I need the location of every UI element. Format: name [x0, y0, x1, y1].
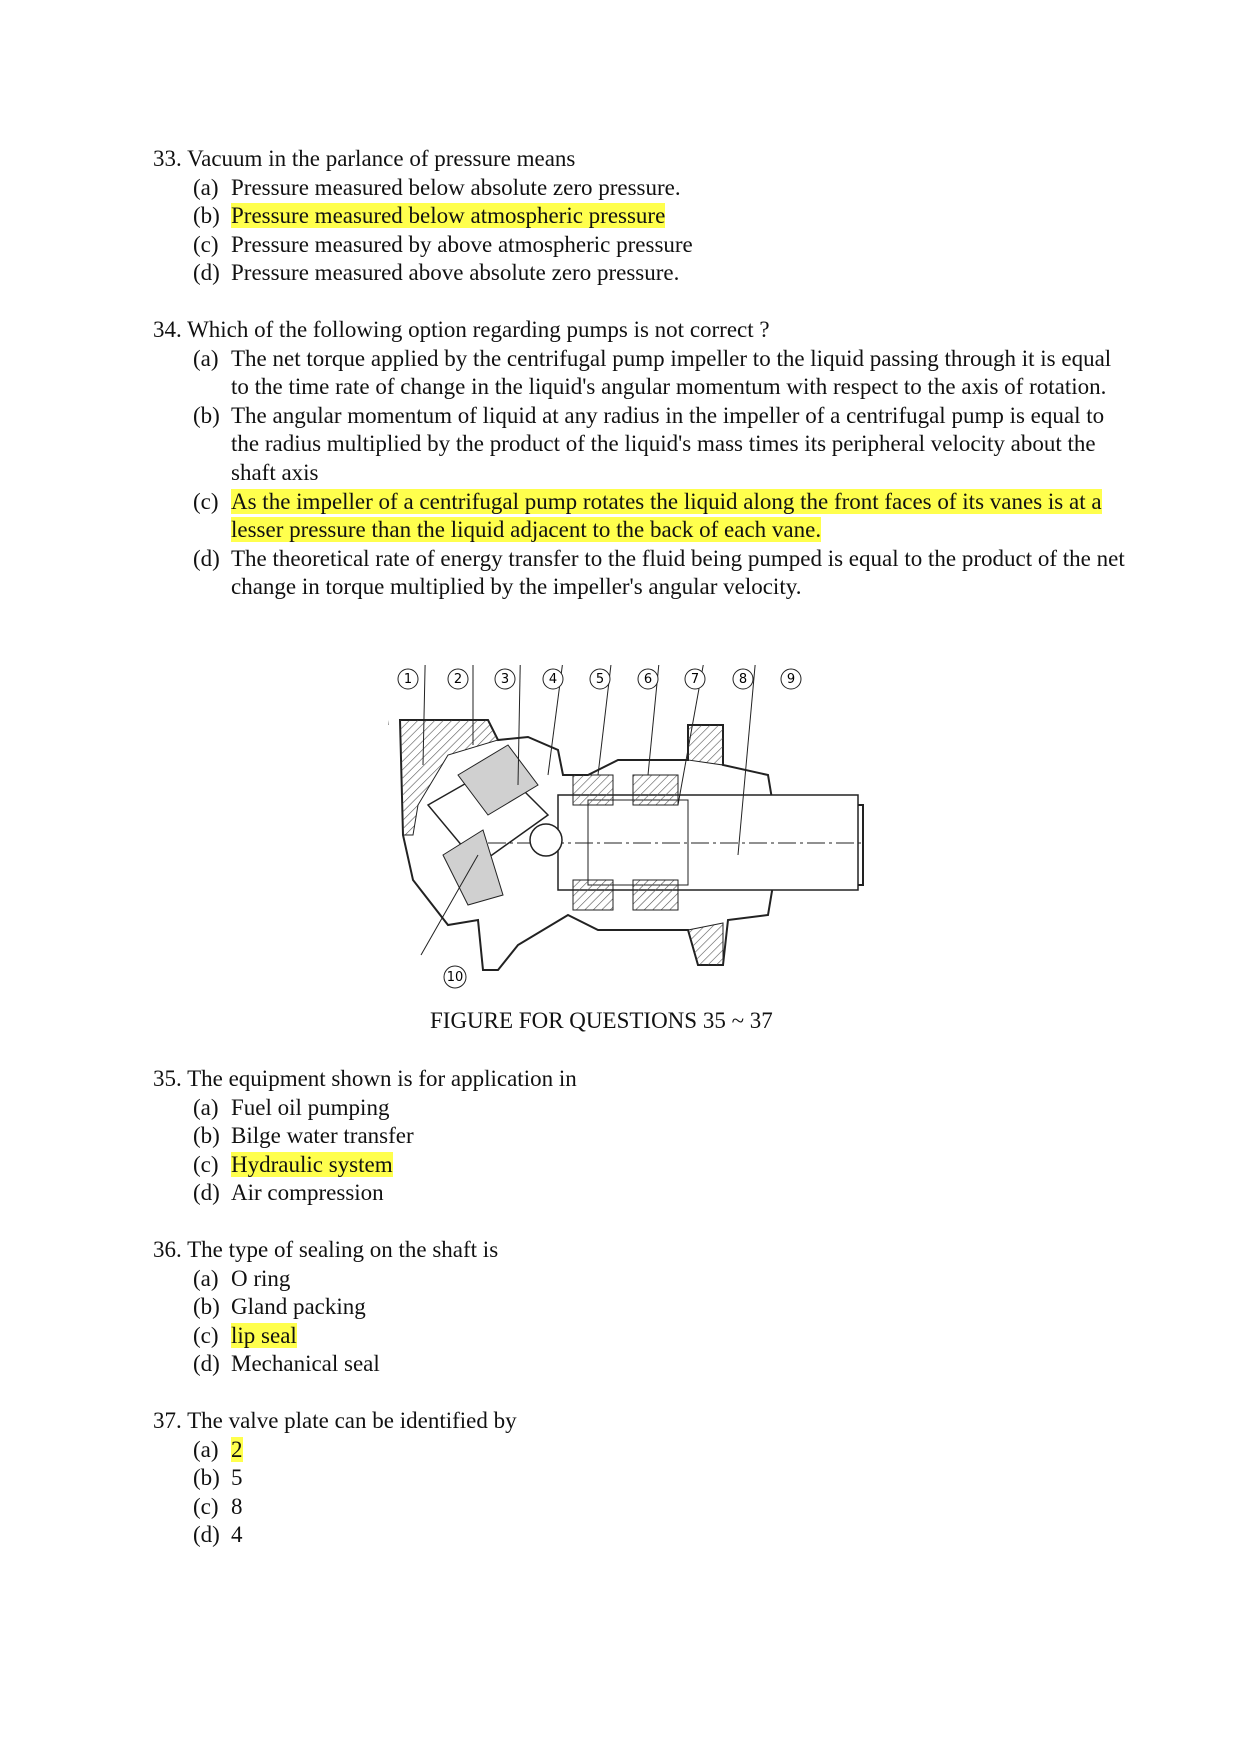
option-c: (c) lip seal	[193, 1322, 297, 1348]
callout-6	[638, 669, 658, 689]
option-d: (d) The theoretical rate of energy transfer to the fluid being pumped is equal to the product of the net change in torque multiplied by the impeller's angular velocity.	[193, 545, 1125, 600]
question-stem: 33. Vacuum in the parlance of pressure means	[153, 146, 576, 171]
option-d: (d) Air compression	[193, 1180, 384, 1206]
question-stem: 36. The type of sealing on the shaft is	[153, 1237, 499, 1262]
callout-7	[685, 669, 705, 689]
option-d: (d) Pressure measured above absolute zero pressure.	[193, 260, 680, 286]
callout-10	[444, 966, 466, 988]
callout-8	[733, 669, 753, 689]
option-c: (c) As the impeller of a centrifugal pump rotates the liquid along the front faces of its vanes is at a lesser pressure than the liquid adjacent to the back of each vane.	[193, 488, 1102, 543]
option-b: (b) 5	[193, 1465, 243, 1491]
option-a: (a) O ring	[193, 1265, 291, 1291]
question-37	[153, 1407, 1133, 1550]
callout-9	[781, 669, 801, 689]
question-33	[153, 145, 1133, 288]
option-c: (c) 8	[193, 1493, 243, 1519]
highlighted-answer: 2	[231, 1436, 243, 1462]
callout-1	[398, 669, 418, 689]
question-stem: 35. The equipment shown is for application in	[153, 1066, 577, 1091]
option-b: (b) Bilge water transfer	[193, 1123, 414, 1149]
option-a: (a) The net torque applied by the centrifugal pump impeller to the liquid passing through it is equal to the time rate of change in the liquid's angular momentum with respect to the axis of rotation.	[193, 345, 1112, 400]
svg-text:2: 2	[453, 672, 463, 687]
question-35	[153, 1065, 1133, 1208]
question-stem: 34. Which of the following option regarding pumps is not correct ?	[153, 317, 770, 342]
callout-3	[495, 669, 515, 689]
callout-labels	[388, 665, 868, 995]
callout-5	[590, 669, 610, 689]
highlighted-answer: Hydraulic system	[231, 1151, 393, 1177]
option-d: (d) Mechanical seal	[193, 1351, 380, 1377]
option-b: (b) Pressure measured below atmospheric pressure	[193, 203, 666, 229]
highlighted-answer: As the impeller of a centrifugal pump rotates the liquid along the front faces of its vanes is at a lesser pressure than the liquid adjacent to the back of each vane.	[231, 488, 1102, 543]
option-a: (a) 2	[193, 1436, 243, 1462]
svg-text:4: 4	[548, 672, 558, 687]
option-a: (a) Pressure measured below absolute zero pressure.	[193, 174, 681, 200]
question-36	[153, 1236, 1133, 1379]
question-34	[153, 316, 1133, 602]
svg-text:9: 9	[786, 672, 796, 687]
callout-2	[448, 669, 468, 689]
option-c: (c) Hydraulic system	[193, 1151, 393, 1177]
highlighted-answer: Pressure measured below atmospheric pressure	[231, 203, 666, 229]
svg-text:10: 10	[446, 970, 464, 985]
option-a: (a) Fuel oil pumping	[193, 1094, 390, 1120]
option-b: (b) The angular momentum of liquid at any radius in the impeller of a centrifugal pump is equal to the radius multiplied by the product of the liquid's mass times its peripheral velocity about the shaft axis	[193, 402, 1105, 485]
svg-text:3: 3	[500, 672, 510, 687]
svg-text:7: 7	[690, 672, 700, 687]
svg-text:6: 6	[643, 672, 653, 687]
option-d: (d) 4	[193, 1522, 243, 1548]
option-c: (c) Pressure measured by above atmospheric pressure	[193, 231, 693, 257]
option-b: (b) Gland packing	[193, 1294, 366, 1320]
highlighted-answer: lip seal	[231, 1322, 297, 1348]
svg-text:8: 8	[738, 672, 748, 687]
question-stem: 37. The valve plate can be identified by	[153, 1408, 517, 1433]
callout-4	[543, 669, 563, 689]
figure-caption: FIGURE FOR QUESTIONS 35 ~ 37	[430, 1008, 773, 1033]
svg-text:5: 5	[595, 672, 605, 687]
svg-text:1: 1	[403, 672, 413, 687]
